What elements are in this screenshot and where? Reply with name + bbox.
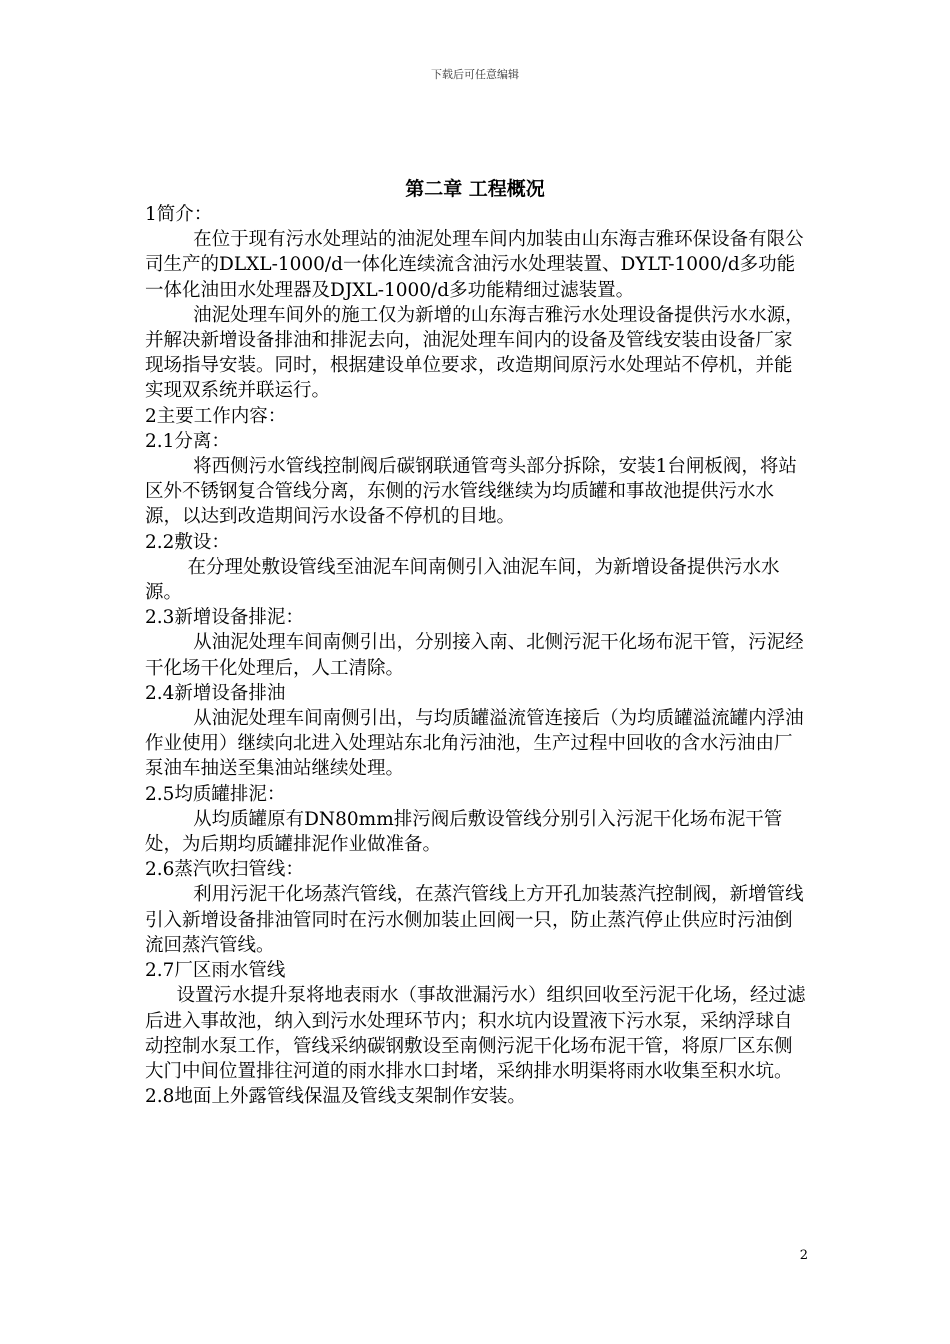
section-1-heading: 1简介： xyxy=(145,204,213,225)
section-2-2-heading: 2.2敷设： xyxy=(145,531,230,553)
section-2-2-paragraph: 在分理处敷设管线至油泥车间南侧引入油泥车间，为新增设备提供污水水源。 xyxy=(145,556,780,604)
section-2-3-paragraph: 从油泥处理车间南侧引出，分别接入南、北侧污泥干化场布泥干管，污泥经干化场干化处理后，人工清除。 xyxy=(145,632,804,679)
section-1-paragraph-1: 在位于现有污水处理站的油泥处理车间内加装由山东海吉雅环保设备有限公司生产的DLXL-1000/d一体化连续流含油污水处理装置、DYLT-1000/d多功能一体化油田水处理器及DJXL-1000/d多功能精细过滤装置。 xyxy=(145,229,804,301)
section-2-6-heading: 2.6蒸汽吹扫管线： xyxy=(145,859,304,881)
header-note: 下载后可任意编辑 xyxy=(431,68,519,81)
chapter-title: 第二章 工程概况 xyxy=(405,178,545,200)
section-2-1-paragraph: 将西侧污水管线控制阀后碳钢联通管弯头部分拆除，安装1台闸板阀，将站区外不锈钢复合管线分离，东侧的污水管线继续为均质罐和事故池提供污水水源，以达到改造期间污水设备不停机的目地。 xyxy=(145,456,797,528)
section-2-5-paragraph: 从均质罐原有DN80mm排污阀后敷设管线分别引入污泥干化场布泥干管处，为后期均质罐排泥作业做准备。 xyxy=(145,808,783,856)
section-2-5-heading: 2.5均质罐排泥： xyxy=(145,783,286,805)
section-2-6-paragraph: 利用污泥干化场蒸汽管线，在蒸汽管线上方开孔加装蒸汽控制阀，新增管线引入新增设备排油管同时在污水侧加装止回阀一只，防止蒸汽停止供应时污油倒流回蒸汽管线。 xyxy=(145,884,804,956)
page-number: 2 xyxy=(799,1248,808,1263)
section-2-3-heading: 2.3新增设备排泥： xyxy=(145,607,304,629)
section-2-1-heading: 2.1分离： xyxy=(145,430,230,452)
section-2-7-heading: 2.7厂区雨水管线 xyxy=(145,960,286,982)
document-body xyxy=(145,202,810,1109)
section-2-7-paragraph: 设置污水提升泵将地表雨水（事故泄漏污水）组织回收至污泥干化场，经过滤后进入事故池，纳入到污水处理环节内；积水坑内设置液下污水泵，采纳浮球自动控制水泵工作，管线采纳碳钢敷设至南侧污泥干化场布泥干管，将原厂区东侧大门中间位置排往河道的雨水排水口封堵，采纳排水明渠将雨水收集至积水坑。 xyxy=(145,985,806,1082)
section-1-paragraph-2: 油泥处理车间外的施工仅为新增的山东海吉雅污水处理设备提供污水水源，并解决新增设备排油和排泥去向，油泥处理车间内的设备及管线安装由设备厂家现场指导安装。同时，根据建设单位要求，改造期间原污水处理站不停机，并能实现双系统并联运行。 xyxy=(145,304,804,402)
section-2-4-paragraph: 从油泥处理车间南侧引出，与均质罐溢流管连接后（为均质罐溢流罐内浮油作业使用）继续向北进入处理站东北角污油池，生产过程中回收的含水污油由厂泵油车抽送至集油站继续处理。 xyxy=(145,708,804,780)
section-2-heading: 2主要工作内容： xyxy=(145,405,287,427)
section-2-8-heading: 2.8地面上外露管线保温及管线支架制作安装。 xyxy=(145,1086,526,1108)
section-2-4-heading: 2.4新增设备排油 xyxy=(145,682,286,704)
